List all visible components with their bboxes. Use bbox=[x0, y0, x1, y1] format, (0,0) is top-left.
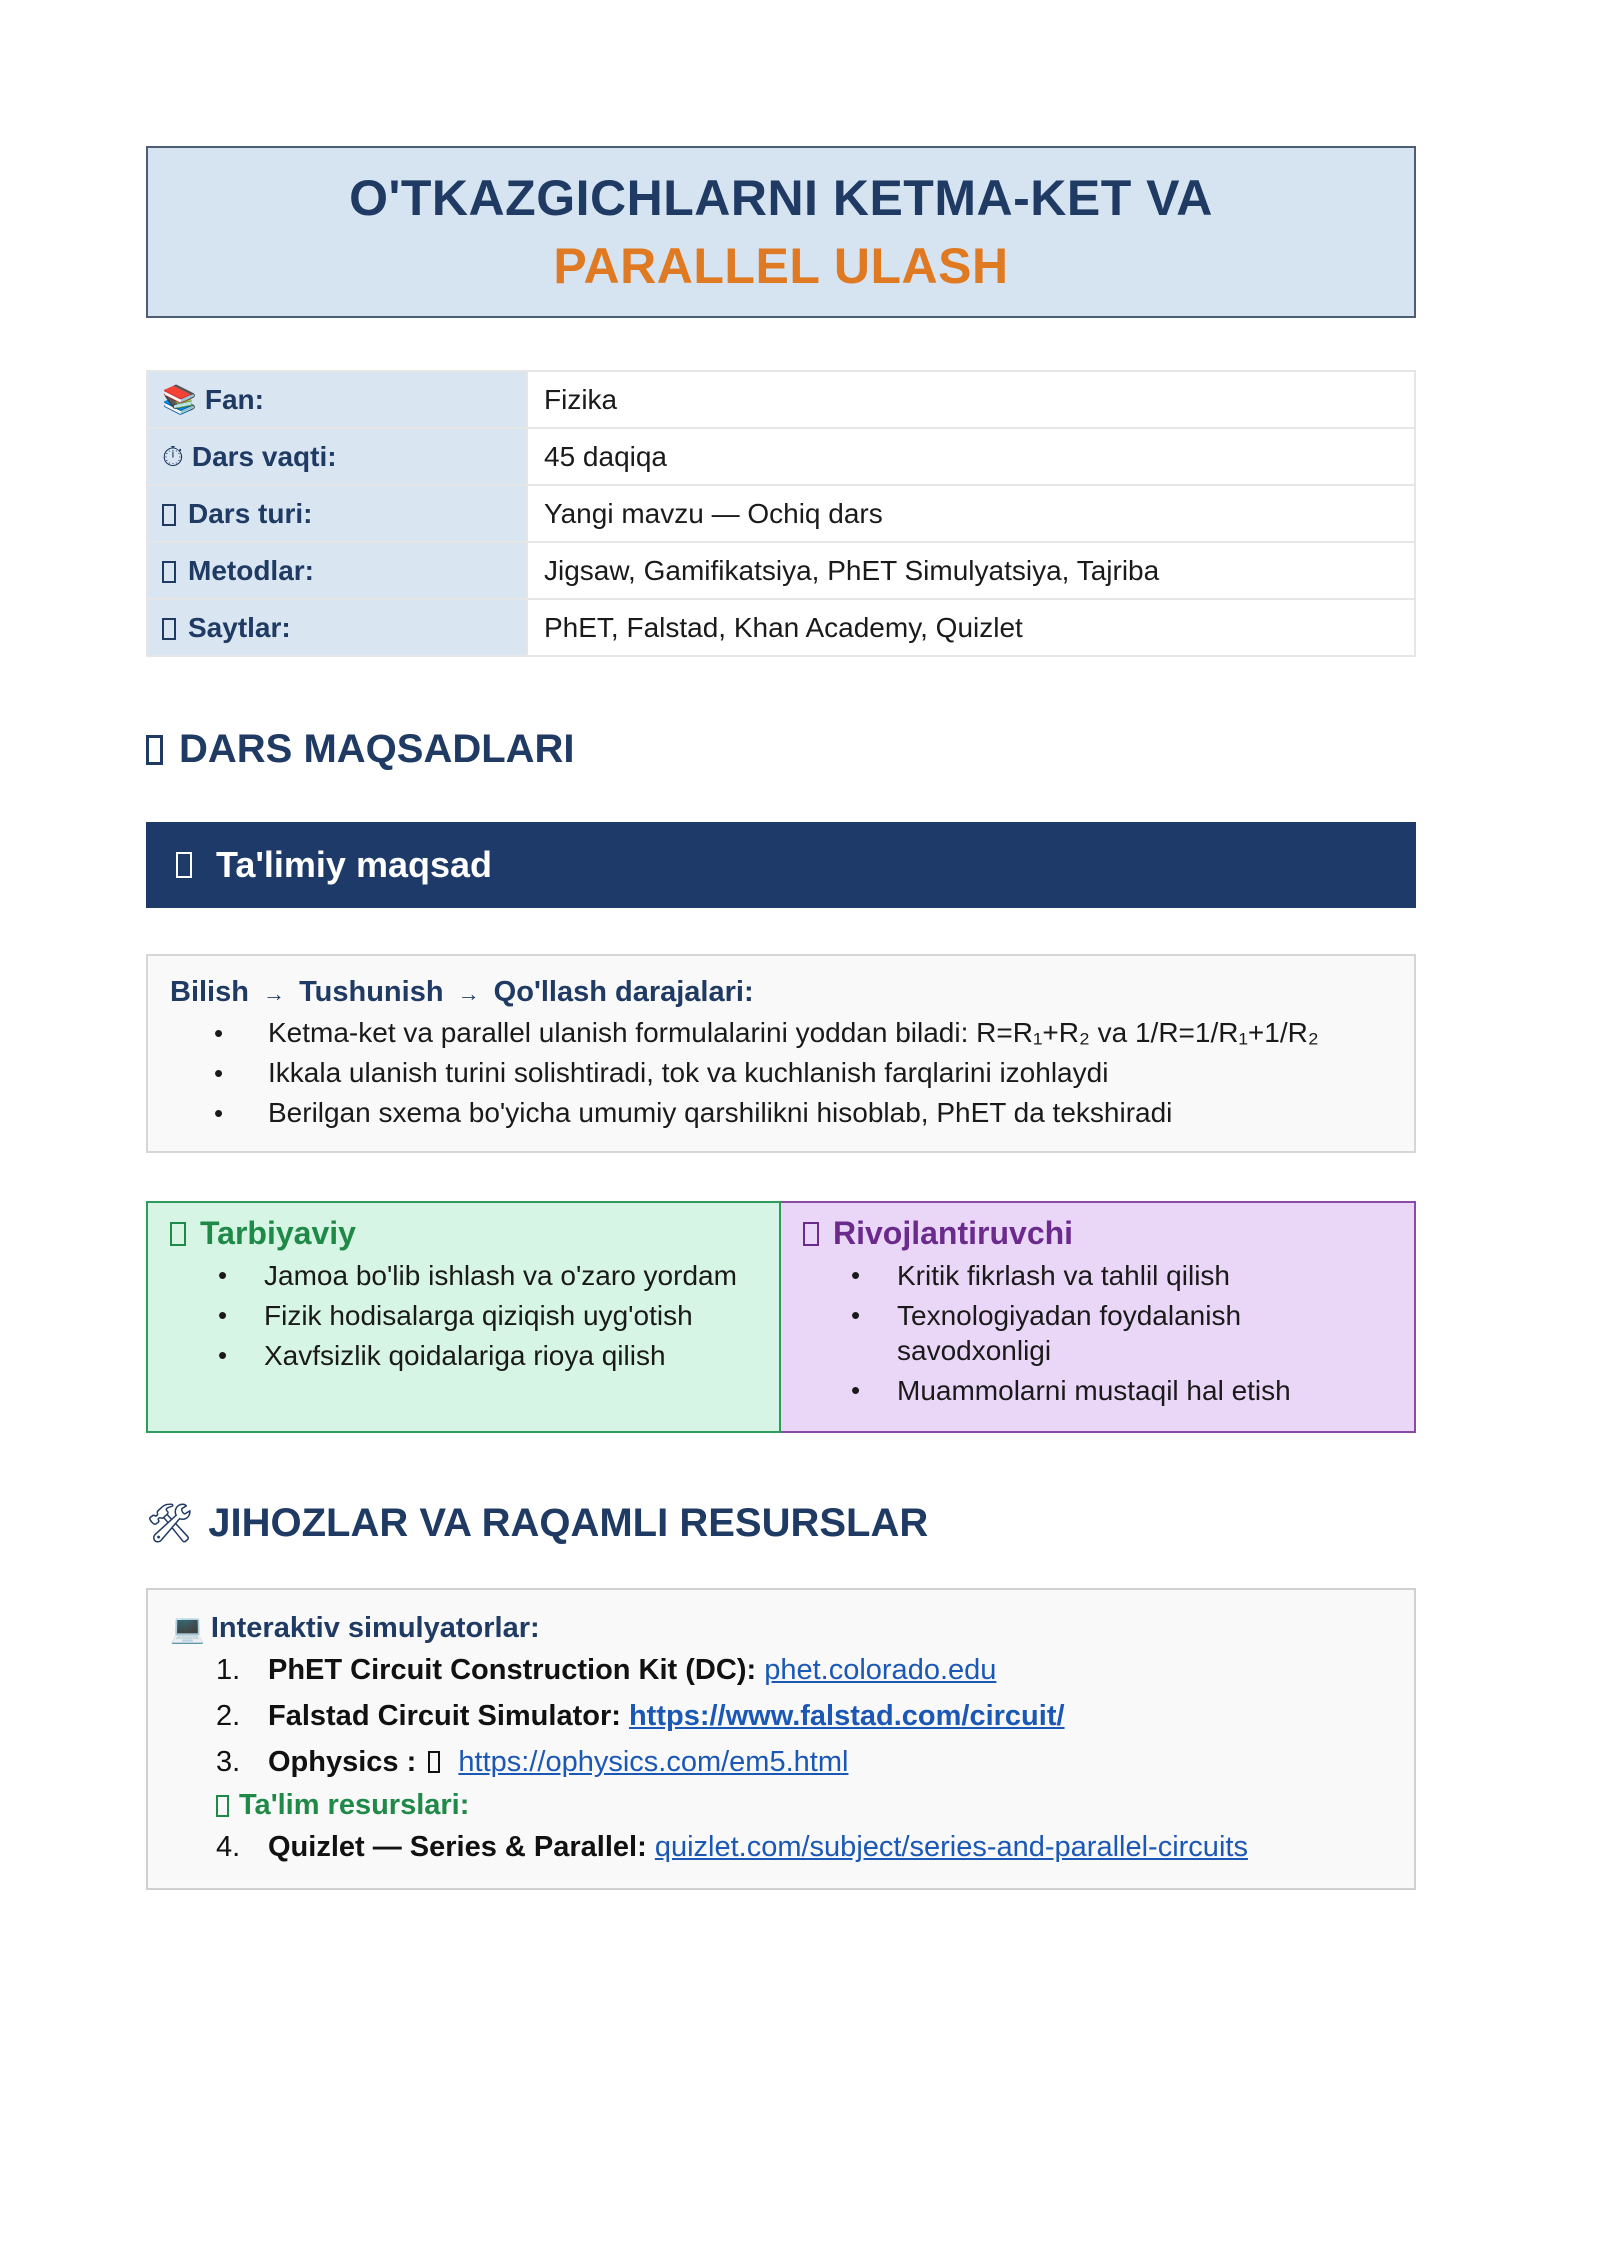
resource-item bbox=[170, 1743, 1392, 1781]
quizlet-link[interactable]: quizlet.com/subject/series-and-parallel-circuits bbox=[654, 1831, 1248, 1863]
list-item: • Kritik fikrlash va tahlil qilish bbox=[803, 1258, 1392, 1293]
level-bilish: Bilish bbox=[170, 976, 249, 1008]
box-icon bbox=[162, 561, 176, 583]
tarbiyaviy-box bbox=[146, 1201, 781, 1433]
list-item: • Ketma-ket va parallel ulanish formulalarini yoddan biladi: R=R₁+R₂ va 1/R=1/R₁+1/R₂ bbox=[170, 1013, 1392, 1053]
resource-item bbox=[170, 1651, 1392, 1689]
info-value: Jigsaw, Gamifikatsiya, PhET Simulyatsiya, Tajriba bbox=[527, 542, 1415, 599]
list-item: • Fizik hodisalarga qiziqish uyg'otish bbox=[170, 1298, 757, 1333]
falstad-link[interactable]: https://www.falstad.com/circuit/ bbox=[628, 1700, 1065, 1732]
talimiy-maqsad-banner bbox=[146, 822, 1416, 908]
box-icon bbox=[162, 504, 176, 526]
info-row-fan bbox=[147, 371, 1415, 428]
info-label: Fan: bbox=[204, 384, 264, 415]
section-heading-text: JIHOZLAR VA RAQAMLI RESURSLAR bbox=[208, 1501, 929, 1545]
simulators-heading bbox=[170, 1612, 1392, 1645]
resource-label: PhET Circuit Construction Kit (DC): bbox=[268, 1654, 757, 1686]
list-item: • Berilgan sxema bo'yicha umumiy qarshilikni hisoblab, PhET da tekshiradi bbox=[170, 1093, 1392, 1133]
stopwatch-icon: ⏱ bbox=[162, 439, 184, 473]
rivojlantiruvchi-list bbox=[803, 1258, 1392, 1408]
title-box bbox=[146, 146, 1416, 318]
item-number: 1. bbox=[216, 1654, 241, 1686]
arrow-right-icon: → bbox=[263, 981, 286, 1006]
section-heading-equipment bbox=[146, 1501, 1416, 1546]
edu-heading-text: Ta'lim resurslari: bbox=[239, 1789, 470, 1821]
resources-box bbox=[146, 1588, 1416, 1890]
list-item: • Ikkala ulanish turini solishtiradi, tok va kuchlanish farqlarini izohlaydi bbox=[170, 1053, 1392, 1093]
tools-icon: 🛠 bbox=[146, 1501, 195, 1545]
box-icon bbox=[428, 1751, 440, 1773]
info-value: Fizika bbox=[527, 371, 1415, 428]
ophysics-link[interactable]: https://ophysics.com/em5.html bbox=[458, 1746, 849, 1778]
info-row-dars-turi bbox=[147, 485, 1415, 542]
box-icon bbox=[803, 1222, 819, 1246]
box-icon bbox=[170, 1222, 186, 1246]
list-item: • Jamoa bo'lib ishlash va o'zaro yordam bbox=[170, 1258, 757, 1293]
resource-label: Quizlet — Series & Parallel: bbox=[268, 1831, 647, 1863]
info-row-metodlar bbox=[147, 542, 1415, 599]
banner-text: Ta'limiy maqsad bbox=[216, 844, 492, 885]
rivojlantiruvchi-box bbox=[781, 1201, 1416, 1433]
title-line-1: O'TKAZGICHLARNI KETMA-KET VA bbox=[349, 170, 1213, 226]
rivojlantiruvchi-title: Rivojlantiruvchi bbox=[833, 1215, 1074, 1251]
info-label: Metodlar: bbox=[188, 554, 314, 586]
level-qollash: Qo'llash darajalari: bbox=[493, 976, 754, 1008]
phet-link[interactable]: phet.colorado.edu bbox=[764, 1654, 997, 1686]
list-item: • Texnologiyadan foydalanish savodxonligi bbox=[803, 1298, 1392, 1368]
talimiy-goals-list bbox=[170, 1013, 1392, 1133]
resource-item bbox=[170, 1697, 1392, 1735]
list-item: • Muammolarni mustaqil hal etish bbox=[803, 1373, 1392, 1408]
item-number: 2. bbox=[216, 1700, 241, 1732]
info-row-dars-vaqti bbox=[147, 428, 1415, 485]
title-line-2: PARALLEL ULASH bbox=[553, 238, 1009, 294]
box-icon bbox=[162, 618, 176, 640]
item-number: 3. bbox=[216, 1746, 241, 1778]
info-row-saytlar bbox=[147, 599, 1415, 656]
info-value: PhET, Falstad, Khan Academy, Quizlet bbox=[527, 599, 1415, 656]
resource-label: Ophysics : bbox=[268, 1746, 417, 1778]
talimiy-goals-box bbox=[146, 954, 1416, 1153]
tarbiyaviy-heading bbox=[170, 1215, 757, 1252]
list-item: • Xavfsizlik qoidalariga rioya qilish bbox=[170, 1338, 757, 1373]
edu-resources-list bbox=[170, 1828, 1392, 1866]
info-value: Yangi mavzu — Ochiq dars bbox=[527, 485, 1415, 542]
computer-icon: 💻 bbox=[170, 1612, 205, 1645]
box-icon bbox=[146, 735, 163, 765]
goals-two-columns bbox=[146, 1201, 1416, 1433]
simulators-heading-text: Interaktiv simulyatorlar: bbox=[210, 1612, 540, 1644]
tarbiyaviy-title: Tarbiyaviy bbox=[200, 1215, 356, 1251]
books-icon: 📚 bbox=[162, 383, 197, 416]
rivojlantiruvchi-heading bbox=[803, 1215, 1392, 1252]
info-label: Saytlar: bbox=[188, 611, 291, 643]
simulators-list bbox=[170, 1651, 1392, 1781]
lesson-info-table bbox=[146, 370, 1416, 657]
section-heading-goals bbox=[146, 727, 1416, 772]
level-tushunish: Tushunish bbox=[299, 976, 444, 1008]
info-label: Dars vaqti: bbox=[191, 440, 337, 472]
info-label: Dars turi: bbox=[188, 497, 313, 529]
box-icon bbox=[176, 852, 192, 878]
edu-resources-heading bbox=[170, 1789, 1392, 1822]
box-icon bbox=[216, 1795, 229, 1817]
document-page bbox=[146, 146, 1416, 1890]
tarbiyaviy-list bbox=[170, 1258, 757, 1373]
resource-item bbox=[170, 1828, 1392, 1866]
resource-label: Falstad Circuit Simulator: bbox=[268, 1700, 621, 1732]
section-heading-text: DARS MAQSADLARI bbox=[179, 727, 575, 771]
arrow-right-icon: → bbox=[457, 981, 480, 1006]
item-number: 4. bbox=[216, 1831, 241, 1863]
info-value: 45 daqiqa bbox=[527, 428, 1415, 485]
levels-heading bbox=[170, 976, 1392, 1009]
